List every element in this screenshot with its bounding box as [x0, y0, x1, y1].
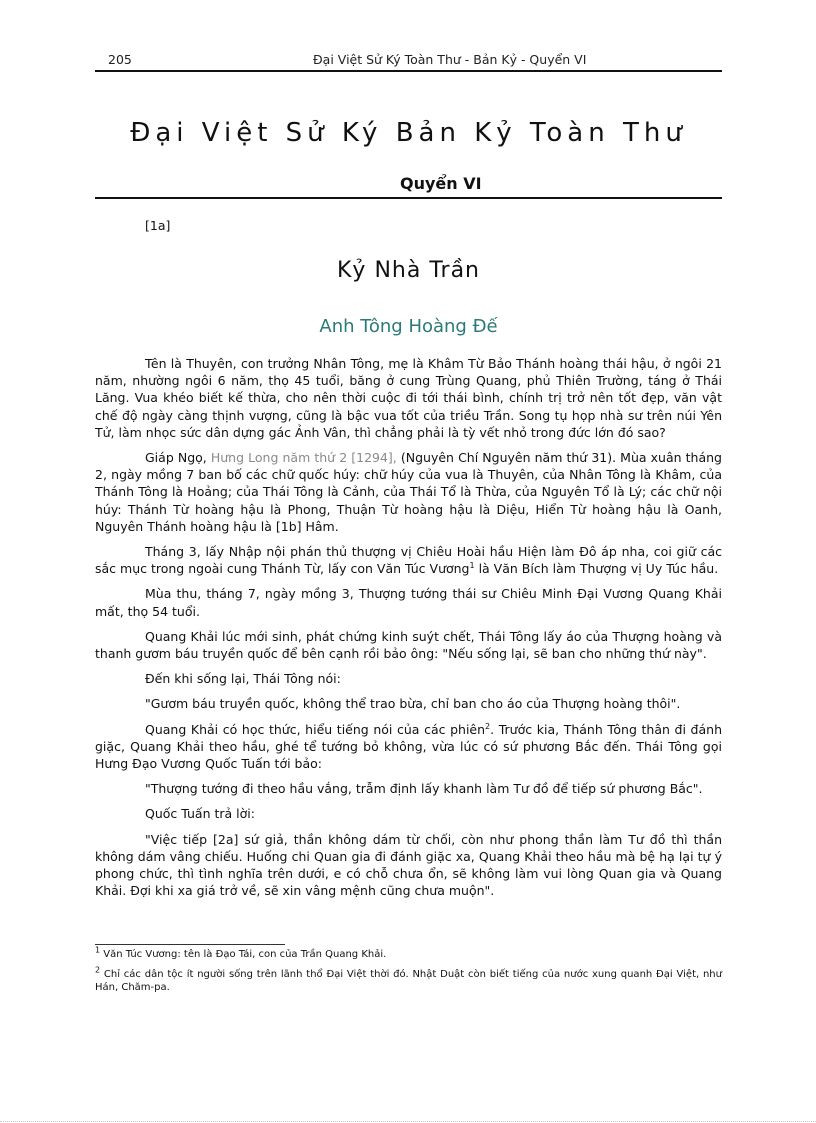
paragraph: Đến khi sống lại, Thái Tông nói: — [145, 671, 341, 687]
paragraph — [95, 721, 722, 773]
title-rule — [95, 197, 722, 199]
era-highlight: Hưng Long năm thứ 2 [1294], — [210, 450, 397, 466]
paragraph: Tên là Thuyên, con trưởng Nhân Tông, mẹ là Khâm Từ Bảo Thánh hoàng thái hậu, ở ngôi 21 năm, nhường ngôi 6 năm, thọ 45 tuổi, băng ở cung Trùng Quang, phủ Thiên Trường, táng ở Thái Lăng. Vua khéo biết kế thừa, cho nên thời cuộc đi tới thái bình, chính trị trở nên tốt đẹp, văn vật chế độ ngày càng thịnh vượng, cũng là bậc vua tốt của triều Trần. Song tụ họp nhà sư trên núi Yên Tử, làm nhọc sức dân dựng gác Ảnh Vân, thì chẳng phải là tỳ vết nhỏ trong đức lớn đó sao? — [95, 356, 722, 440]
dynasty-heading: Kỷ Nhà Trần — [337, 258, 480, 283]
text-span: (Nguyên Chí Nguyên năm thứ 31). Mùa xuân tháng 2, ngày mồng 7 ban bố các chữ quốc húy: chữ húy của vua là Thuyên, của Nhân Tông là Khâm, của Thánh Tông là Hoảng; của Thái Tông là Cảnh, của Thái Tổ là Thừa, của Nguyên Tổ là Lý; các chữ nội húy: Thánh Từ hoàng hậu là Phong, Thuận Từ hoàng hậu là Diệu, Hiển Từ hoàng hậu là Oanh, Nguyên Thánh hoàng hậu là [1b] Hâm. — [95, 450, 722, 534]
volume-title: Quyển VI — [400, 174, 482, 193]
running-title: Đại Việt Sử Ký Toàn Thư - Bản Kỷ - Quyển VI — [313, 52, 587, 67]
body-text — [95, 355, 722, 907]
footnote-text: Văn Túc Vương: tên là Đạo Tái, con của Trần Quang Khải. — [100, 949, 387, 960]
page-edge — [0, 1121, 816, 1122]
paragraph: "Việc tiếp [2a] sứ giả, thần không dám từ chối, còn như phong thần làm Tư đồ thì thần không dám vâng chiếu. Huống chi Quan gia đi đánh giặc xa, Quang Khải theo hầu mà bệ hạ lại tự ý phong chức, thì tình nghĩa trên dưới, e có chỗ chưa ổn, sẽ không làm vui lòng Quan gia và Quang Khải. Đợi khi xa giá trở về, sẽ xin vâng mệnh cũng chưa muộn". — [95, 831, 722, 899]
page-number: 205 — [108, 52, 132, 67]
text-span: là Văn Bích làm Thượng vị Uy Túc hầu. — [474, 561, 719, 577]
footnote-ref[interactable]: 1 — [469, 561, 475, 571]
book-title: Đại Việt Sử Ký Bản Kỷ Toàn Thư — [130, 118, 687, 148]
footnote — [95, 945, 722, 962]
paragraph: Quang Khải lúc mới sinh, phát chứng kinh suýt chết, Thái Tông lấy áo của Thượng hoàng và thanh gươm báu truyền quốc để bên cạnh rồi bảo ông: "Nếu sống lại, sẽ ban cho những thứ này". — [95, 628, 722, 662]
paragraph — [95, 543, 722, 577]
text-span: . Trước kia, Thánh Tông thân đi đánh giặc, Quang Khải theo hầu, ghé tể tướng bỏ không, vừa lúc có sứ phương Bắc đến. Thái Tông gọi Hưng Đạo Vương Quốc Tuấn tới bảo: — [95, 721, 722, 772]
text-span: Quang Khải có học thức, hiểu tiếng nói của các phiên — [145, 721, 486, 737]
paragraph: "Gươm báu truyền quốc, không thể trao bừa, chỉ ban cho áo của Thượng hoàng thôi". — [145, 696, 681, 712]
footnote — [95, 965, 722, 995]
header-rule — [95, 70, 722, 72]
text-span: Tháng 3, lấy Nhập nội phán thủ thượng vị Chiêu Hoài hầu Hiện làm Đô áp nha, coi giữ các sắc mục trong ngoài cung Thánh Từ, lấy con Văn Túc Vương — [95, 544, 722, 577]
paragraph: "Thượng tướng đi theo hầu vắng, trẫm định lấy khanh làm Tư đồ để tiếp sứ phương Bắc". — [145, 781, 703, 797]
footnotes — [95, 945, 722, 1001]
footnote-ref[interactable]: 2 — [485, 721, 491, 731]
paragraph — [95, 449, 722, 535]
folio-marker: [1a] — [145, 218, 171, 233]
footnote-number: 1 — [95, 945, 101, 955]
emperor-heading: Anh Tông Hoàng Đế — [319, 316, 498, 337]
text-span: Giáp Ngọ, — [145, 450, 211, 466]
paragraph: Quốc Tuấn trả lời: — [145, 806, 255, 822]
page-header — [95, 52, 722, 70]
footnote-rule — [95, 944, 285, 945]
paragraph: Mùa thu, tháng 7, ngày mồng 3, Thượng tướng thái sư Chiêu Minh Đại Vương Quang Khải mất, thọ 54 tuổi. — [95, 586, 722, 619]
footnote-text: Chỉ các dân tộc ít người sống trên lãnh thổ Đại Việt thời đó. Nhật Duật còn biết tiếng của nước xung quanh Đại Việt, như Hán, Chăm-pa. — [95, 968, 722, 993]
footnote-number: 2 — [95, 965, 101, 975]
